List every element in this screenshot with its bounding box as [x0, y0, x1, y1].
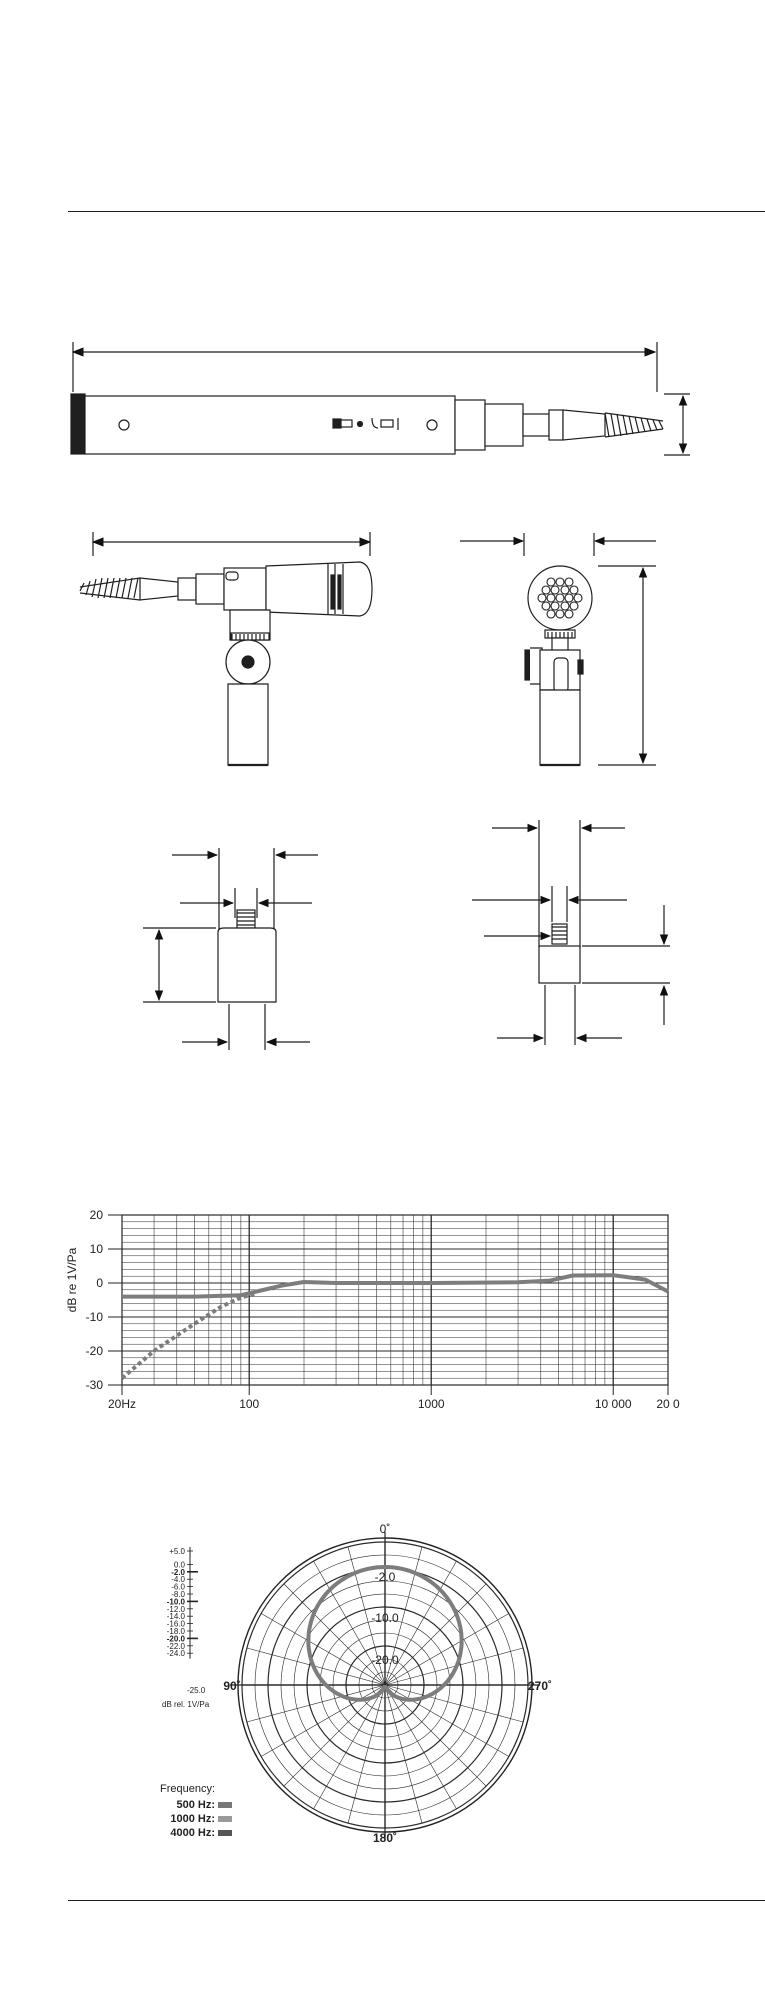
ring-label-20: -20.0 — [371, 1653, 399, 1667]
legend-4000hz-label: 4000 Hz: — [170, 1827, 215, 1839]
x-tick-label: 10 000 — [594, 1397, 632, 1411]
angle-0: 0˚ — [379, 1522, 391, 1536]
y-tick-label: 10 — [89, 1242, 103, 1256]
scale-label: -16.0 — [166, 1619, 185, 1629]
legend-500hz-swatch — [218, 1802, 232, 1808]
legend-500hz — [160, 1798, 232, 1812]
clip-detail-left — [143, 848, 318, 1050]
x-tick-label: 1000 — [417, 1397, 445, 1411]
frequency-response-chart — [0, 1195, 765, 1415]
polar-spoke — [314, 1685, 386, 1809]
response-ylabel: dB re 1V/Pa — [65, 1247, 79, 1313]
legend-1000hz — [160, 1812, 232, 1826]
scale-label: -8.0 — [171, 1590, 185, 1599]
legend-1000hz-label: 1000 Hz: — [170, 1813, 215, 1825]
polar-spoke — [385, 1685, 509, 1757]
scale-label: 0.0 — [173, 1560, 185, 1570]
legend-4000hz — [160, 1826, 232, 1840]
response-series — [122, 1275, 668, 1378]
response-curve-low-cut — [122, 1293, 257, 1378]
x-tick-label: 20Hz — [108, 1397, 137, 1411]
polar-spoke — [385, 1614, 509, 1686]
response-grid — [122, 1215, 668, 1385]
angle-90: 90˚ — [223, 1679, 241, 1693]
scale-label: -20.0 — [166, 1634, 185, 1644]
scale-label: -4.0 — [171, 1575, 185, 1585]
y-tick-label: -10 — [85, 1310, 103, 1324]
mic-clip-front-view — [460, 533, 656, 765]
response-frame — [122, 1215, 668, 1385]
angle-180: 180˚ — [372, 1831, 398, 1845]
polar-spoke — [385, 1584, 486, 1685]
y-tick-label: -30 — [85, 1378, 103, 1392]
clip-detail-right — [472, 820, 670, 1045]
mic-clip-side-view — [80, 532, 372, 765]
response-ticks — [86, 1208, 680, 1411]
y-tick-label: -20 — [85, 1344, 103, 1358]
polar-spoke — [385, 1685, 457, 1809]
ring-label-2: -2.0 — [374, 1570, 396, 1584]
legend-500hz-label: 500 Hz: — [176, 1799, 215, 1811]
polar-spoke — [261, 1685, 385, 1757]
mic-side-view — [71, 342, 690, 455]
polar-spoke — [284, 1584, 385, 1685]
polar-scale-unit: dB rel. 1V/Pa — [162, 1700, 210, 1709]
x-tick-label: 20 0 — [656, 1397, 680, 1411]
scale-label: +5.0 — [169, 1547, 185, 1556]
response-curve — [122, 1275, 668, 1296]
legend-title: Frequency: — [160, 1783, 216, 1795]
angle-270: 270˚ — [527, 1679, 553, 1693]
scale-label: -18.0 — [166, 1627, 185, 1636]
bottom-divider — [68, 1900, 765, 1901]
ring-label-10: -10.0 — [371, 1611, 399, 1625]
y-tick-label: 0 — [96, 1276, 103, 1290]
scale-label: -6.0 — [171, 1582, 185, 1592]
scale-label: -22.0 — [166, 1641, 185, 1651]
legend-1000hz-swatch — [218, 1816, 232, 1822]
scale-label: -14.0 — [166, 1612, 185, 1622]
scale-label: -2.0 — [171, 1567, 185, 1577]
scale-label: -24.0 — [166, 1649, 185, 1659]
legend-4000hz-swatch — [218, 1830, 232, 1836]
polar-scale-bottom: -25.0 — [187, 1686, 206, 1695]
scale-label: -10.0 — [166, 1597, 185, 1607]
x-tick-label: 100 — [239, 1397, 260, 1411]
scale-label: -12.0 — [166, 1604, 185, 1614]
polar-db-scale — [167, 1547, 198, 1659]
polar-spoke — [261, 1614, 385, 1686]
y-tick-label: 20 — [89, 1208, 103, 1222]
polar-legend — [160, 1783, 232, 1840]
polar-pattern-chart — [0, 1515, 765, 1845]
